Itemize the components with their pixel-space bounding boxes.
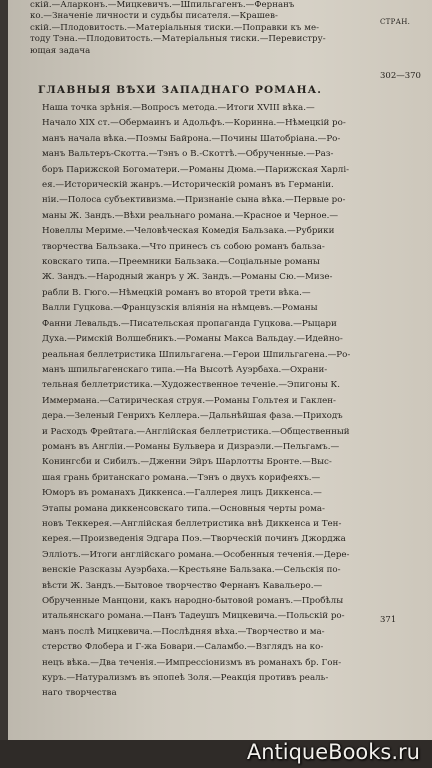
text-line: манъ Вальтеръ-Скотта.—Тэнъ о В.-Скоттѣ.—Обрученные.—Раз- xyxy=(42,149,334,160)
text-line: ея.—Историческій жанръ.—Историческій романъ въ Германіи. xyxy=(42,180,334,191)
section-title: ГЛАВНЫЯ ВѢХИ ЗАПАДНАГО РОМАНА. xyxy=(38,84,323,96)
text-line: вѣсти Ж. Зандъ.—Бытовое творчество Фернанъ Кавальеро.— xyxy=(42,580,323,591)
text-line: Юморъ въ романахъ Диккенса.—Галлерея лицъ Диккенса.— xyxy=(42,488,322,499)
page-range: 302—370 xyxy=(380,71,421,81)
text-line: итальянскаго романа.—Панъ Тадеушъ Мицкевича.—Польскій ро- xyxy=(42,611,345,622)
text-line: тельная беллетристика.—Художественное теченіе.—Эпигоны К. xyxy=(42,380,341,391)
text-line: Фанни Левальдъ.—Писательская пропаганда Гуцкова.—Рыцари xyxy=(42,318,337,329)
section-body xyxy=(42,101,377,702)
text-line: куръ.—Натурализмъ въ эпопеѣ Золя.—Реакція противъ реаль- xyxy=(42,673,329,684)
text-line: рабли В. Гюго.—Нѣмецкій романъ во второй трети вѣка.— xyxy=(42,287,311,298)
page-column-label: СТРАН. xyxy=(380,18,411,26)
text-line: ніи.—Полоса субъективизма.—Признаніе сына вѣка.—Первые ро- xyxy=(42,195,346,206)
text-line: ющая задача xyxy=(30,45,91,56)
text-line: маны Ж. Зандъ.—Вѣхи реальнаго романа.—Красное и Черное.— xyxy=(42,210,339,221)
text-line: дера.—Зеленый Генрихъ Келлера.—Дальнѣйшая фаза.—Приходъ xyxy=(42,411,343,422)
end-page-number: 371 xyxy=(380,615,397,625)
text-line: Элліотъ.—Итоги англійскаго романа.—Особенныя теченія.—Дере- xyxy=(42,549,350,560)
text-line: шая грань британскаго романа.—Тэнъ о двухъ корифеяхъ.— xyxy=(42,472,321,483)
text-line: скій.—Аларконъ.—Мицкевичъ.—Шпильгагенъ.—Фернанъ xyxy=(30,0,295,10)
text-line: нецъ вѣка.—Два теченія.—Импрессіонизмъ въ романахъ бр. Гон- xyxy=(42,657,342,668)
text-line: Конингсби и Сибилъ.—Дженни Эйръ Шарлотты Бронте.—Выс- xyxy=(42,457,332,468)
text-line: романъ въ Англіи.—Романы Бульвера и Дизраэли.—Пельгамъ.— xyxy=(42,441,340,452)
text-line: стерство Флобера и Г-жа Бовари.—Саламбо.—Взглядъ на ко- xyxy=(42,642,324,653)
text-line: венскіе Разсказы Ауэрбаха.—Крестьяне Бальзака.—Сельскія по- xyxy=(42,565,341,576)
text-line: Валли Гуцкова.—Французскія вліянія на нѣмцевъ.—Романы xyxy=(42,303,318,314)
text-line: реальная беллетристика Шпильгагена.—Герои Шпильгагена.—Ро- xyxy=(42,349,351,360)
text-line: манъ послѣ Мицкевича.—Послѣдняя вѣха.—Творчество и ма- xyxy=(42,626,325,637)
text-line: и Расходъ Фрейтага.—Англійская беллетристика.—Общественный xyxy=(42,426,350,437)
text-line: Духа.—Римскій Волшебникъ.—Романы Макса Вальдау.—Идейно- xyxy=(42,334,343,345)
text-line: скій.—Плодовитость.—Матеріальныя тиски.—Поправки къ ме- xyxy=(30,22,320,33)
text-line: керея.—Произведенія Эдгара Поэ.—Творческій починъ Джорджа xyxy=(42,534,346,545)
text-line: манъ шпильгагенскаго типа.—На Высотѣ Ауэрбаха.—Охрани- xyxy=(42,364,328,375)
previous-entry-text xyxy=(30,0,375,57)
text-line: творчества Бальзака.—Что принесъ съ собою романъ бальза- xyxy=(42,241,325,252)
text-line: Обрученные Манцони, какъ народно-бытовой романъ.—Пробѣлы xyxy=(42,596,344,606)
text-line: новъ Теккерея.—Англійская беллетристика внѣ Диккенса и Тен- xyxy=(42,518,342,529)
watermark: AntiqueBooks.ru xyxy=(246,740,420,764)
text-line: тоду Тэна.—Плодовитость.—Матеріальныя тиски.—Перевистру- xyxy=(30,34,326,45)
text-line: Начало XIX ст.—Обермаинъ и Адольфъ.—Коринна.—Нѣмецкій ро- xyxy=(42,118,346,129)
text-line: ко.—Значеніе личности и судьбы писателя.—Крашев- xyxy=(30,11,278,22)
text-line: наго творчества xyxy=(42,688,117,699)
text-line: боръ Парижской Богоматери.—Романы Дюма.—Парижская Харлі- xyxy=(42,164,350,175)
text-line: ковскаго типа.—Преемники Бальзака.—Соціальные романы xyxy=(42,257,320,268)
text-line: Наша точка зрѣнія.—Вопросъ метода.—Итоги XVIII вѣка.— xyxy=(42,103,315,113)
text-line: Новеллы Мериме.—Человѣческая Комедія Бальзака.—Рубрики xyxy=(42,226,335,237)
text-line: манъ начала вѣка.—Поэмы Байрона.—Почины Шатобріана.—Ро- xyxy=(42,133,341,144)
text-line: Ж. Зандъ.—Народный жанръ у Ж. Зандъ.—Романы Сю.—Мизе- xyxy=(42,272,333,283)
book-page xyxy=(8,0,432,740)
text-line: Этапы романа диккенсовскаго типа.—Основныя черты рома- xyxy=(42,503,325,514)
text-line: Иммермана.—Сатирическая струя.—Романы Гольтея и Гаклен- xyxy=(42,395,336,406)
